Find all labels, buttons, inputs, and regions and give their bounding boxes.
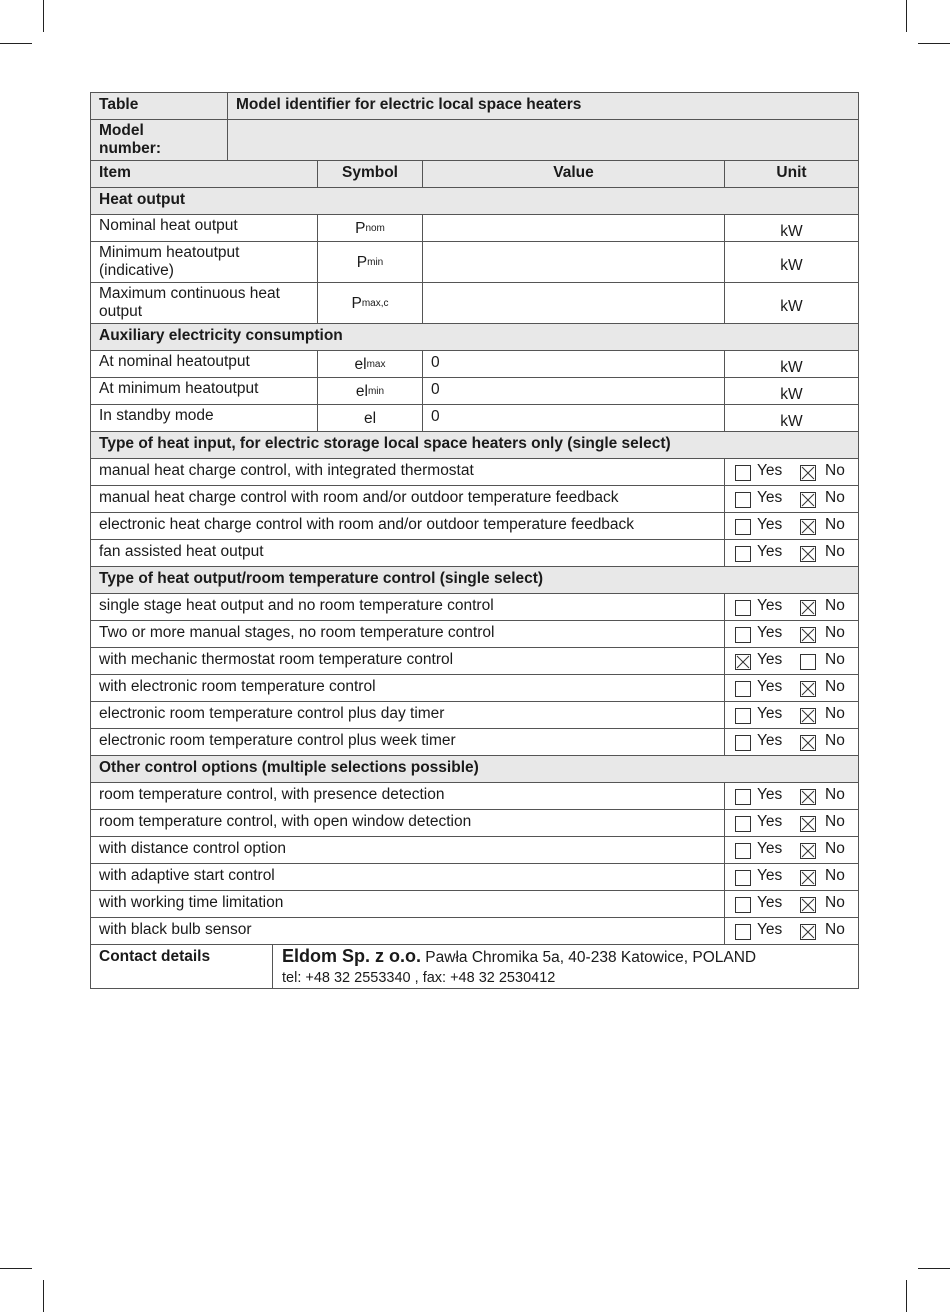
row-unit: kW (724, 378, 858, 404)
yes-no-cell (724, 837, 858, 863)
yes-label: Yes (757, 678, 783, 695)
row-unit: kW (724, 283, 858, 323)
row-value (422, 283, 724, 323)
yes-label: Yes (757, 489, 783, 506)
no-checkbox[interactable] (800, 627, 816, 643)
row-item-label: manual heat charge control with room and/or outdoor temperature feedback (99, 489, 619, 506)
yes-no-cell (724, 918, 858, 944)
no-checkbox[interactable] (800, 681, 816, 697)
symbol-main: el (354, 355, 367, 373)
yes-checkbox[interactable] (735, 627, 751, 643)
row-item-label: fan assisted heat output (99, 543, 264, 560)
contact-details-value (272, 945, 858, 988)
row-unit: kW (724, 215, 858, 241)
crop-mark-top-right-h (918, 43, 950, 44)
table-row (90, 917, 859, 944)
yes-no-cell (724, 486, 858, 512)
table-row (90, 701, 859, 728)
contact-details-row (90, 944, 859, 989)
row-unit: kW (724, 242, 858, 282)
table-row (90, 593, 859, 620)
no-label: No (825, 732, 845, 749)
no-label: No (825, 489, 845, 506)
row-item-label: electronic room temperature control plus week timer (99, 732, 456, 749)
no-label: No (825, 813, 845, 830)
column-item: Item (99, 164, 131, 181)
symbol-subscript: min (367, 385, 385, 397)
crop-mark-top-left-h (0, 43, 32, 44)
yes-no-cell (724, 702, 858, 728)
no-label: No (825, 516, 845, 533)
row-item-label: electronic room temperature control plus day timer (99, 705, 445, 722)
no-label: No (825, 543, 845, 560)
row-item-label: Maximum continuous heat output (99, 285, 280, 320)
other-control-options-section-header (90, 755, 859, 782)
company-name: Eldom Sp. z o.o. (282, 946, 421, 966)
contact-phone-fax: tel: +48 32 2553340 , fax: +48 32 2530412 (282, 970, 556, 986)
yes-label: Yes (757, 624, 783, 641)
row-item-label: room temperature control, with open window detection (99, 813, 472, 830)
yes-checkbox[interactable] (735, 546, 751, 562)
symbol-subscript: max (366, 358, 386, 370)
yes-checkbox[interactable] (735, 492, 751, 508)
table-row (90, 350, 859, 377)
crop-mark-top-right-v (906, 0, 907, 32)
section-title: Auxiliary electricity consumption (99, 327, 343, 344)
row-item-label: with mechanic thermostat room temperature control (99, 651, 454, 668)
row-value (422, 215, 724, 241)
yes-checkbox[interactable] (735, 708, 751, 724)
symbol-main: el (355, 382, 368, 400)
table-row (90, 674, 859, 701)
no-checkbox[interactable] (800, 735, 816, 751)
yes-no-cell (724, 783, 858, 809)
yes-label: Yes (757, 543, 783, 560)
table-title-row (90, 92, 859, 119)
row-item-label: In standby mode (99, 407, 214, 424)
row-item-label: At minimum heatoutput (99, 380, 259, 397)
symbol-main: el (363, 409, 377, 427)
row-value (422, 242, 724, 282)
company-address: Pawła Chromika 5a, 40-238 Katowice, POLAND (421, 949, 757, 966)
crop-mark-bottom-left-h (0, 1268, 32, 1269)
row-symbol (317, 242, 422, 282)
heat-output-section-header (90, 187, 859, 214)
section-title: Other control options (multiple selections possible) (99, 759, 479, 776)
yes-checkbox[interactable] (735, 924, 751, 940)
table-row (90, 485, 859, 512)
yes-checkbox[interactable] (735, 600, 751, 616)
row-value: 0 (422, 378, 724, 404)
section-title: Heat output (99, 191, 186, 208)
table-row (90, 809, 859, 836)
yes-checkbox[interactable] (735, 843, 751, 859)
yes-no-cell (724, 864, 858, 890)
yes-no-cell (724, 540, 858, 566)
yes-label: Yes (757, 705, 783, 722)
row-item-label: with electronic room temperature control (99, 678, 376, 695)
table-row (90, 377, 859, 404)
yes-label: Yes (757, 921, 783, 938)
crop-mark-top-left-v (43, 0, 44, 32)
row-item-label: with distance control option (99, 840, 286, 857)
table-row (90, 458, 859, 485)
no-checkbox[interactable] (800, 546, 816, 562)
yes-label: Yes (757, 867, 783, 884)
symbol-subscript: min (367, 256, 384, 268)
symbol-main: P (356, 253, 368, 271)
row-item-label: single stage heat output and no room temperature control (99, 597, 494, 614)
no-label: No (825, 894, 845, 911)
no-label: No (825, 867, 845, 884)
table-row (90, 539, 859, 566)
section-title: Type of heat output/room temperature control (single select) (99, 570, 544, 587)
row-symbol (317, 405, 422, 431)
row-symbol (317, 283, 422, 323)
row-value: 0 (422, 351, 724, 377)
yes-no-cell (724, 648, 858, 674)
symbol-subscript: max,c (361, 297, 389, 309)
no-label: No (825, 462, 845, 479)
yes-checkbox[interactable] (735, 465, 751, 481)
table-label: Table (99, 96, 139, 113)
crop-mark-bottom-right-v (906, 1280, 907, 1312)
model-number-value (227, 120, 858, 160)
yes-checkbox[interactable] (735, 654, 751, 670)
no-checkbox[interactable] (800, 816, 816, 832)
row-item-label: room temperature control, with presence detection (99, 786, 445, 803)
yes-label: Yes (757, 732, 783, 749)
no-label: No (825, 651, 845, 668)
table-row (90, 782, 859, 809)
table-row (90, 890, 859, 917)
symbol-subscript: nom (365, 222, 385, 234)
contact-line-1 (282, 946, 849, 968)
yes-no-cell (724, 675, 858, 701)
row-item-label: with black bulb sensor (99, 921, 252, 938)
row-unit: kW (724, 405, 858, 431)
row-symbol (317, 378, 422, 404)
room-temperature-control-section-header (90, 566, 859, 593)
row-item-label: At nominal heatoutput (99, 353, 250, 370)
yes-checkbox[interactable] (735, 816, 751, 832)
yes-label: Yes (757, 651, 783, 668)
crop-mark-bottom-right-h (918, 1268, 950, 1269)
row-item-label: with working time limitation (99, 894, 284, 911)
auxiliary-electricity-section-header (90, 323, 859, 350)
column-header-row (90, 160, 859, 187)
no-label: No (825, 921, 845, 938)
no-label: No (825, 840, 845, 857)
table-row (90, 620, 859, 647)
table-row (90, 863, 859, 890)
yes-checkbox[interactable] (735, 735, 751, 751)
row-item-label: with adaptive start control (99, 867, 275, 884)
row-item-label: Nominal heat output (99, 217, 238, 234)
symbol-main: P (351, 294, 362, 312)
row-unit: kW (724, 351, 858, 377)
no-checkbox[interactable] (800, 465, 816, 481)
table-row (90, 647, 859, 674)
yes-label: Yes (757, 597, 783, 614)
table-row (90, 282, 859, 323)
yes-checkbox[interactable] (735, 897, 751, 913)
yes-checkbox[interactable] (735, 789, 751, 805)
row-item-label: electronic heat charge control with room and/or outdoor temperature feedback (99, 516, 635, 533)
yes-label: Yes (757, 462, 783, 479)
yes-checkbox[interactable] (735, 519, 751, 535)
model-number-row (90, 119, 859, 160)
section-title: Type of heat input, for electric storage local space heaters only (single select) (99, 435, 671, 452)
yes-label: Yes (757, 894, 783, 911)
no-checkbox[interactable] (800, 708, 816, 724)
column-value: Value (422, 161, 724, 187)
yes-label: Yes (757, 813, 783, 830)
no-checkbox[interactable] (800, 789, 816, 805)
yes-no-cell (724, 459, 858, 485)
no-checkbox[interactable] (800, 870, 816, 886)
no-checkbox[interactable] (800, 897, 816, 913)
no-checkbox[interactable] (800, 492, 816, 508)
row-value: 0 (422, 405, 724, 431)
no-label: No (825, 597, 845, 614)
yes-no-cell (724, 891, 858, 917)
table-row (90, 728, 859, 755)
yes-no-cell (724, 729, 858, 755)
no-checkbox[interactable] (800, 843, 816, 859)
yes-no-cell (724, 594, 858, 620)
table-row (90, 404, 859, 431)
model-number-label: Model number: (99, 122, 161, 157)
row-item-label: manual heat charge control, with integrated thermostat (99, 462, 474, 479)
yes-checkbox[interactable] (735, 870, 751, 886)
row-item-label: Minimum heatoutput (indicative) (99, 244, 240, 279)
yes-no-cell (724, 621, 858, 647)
no-label: No (825, 624, 845, 641)
no-label: No (825, 705, 845, 722)
no-label: No (825, 678, 845, 695)
table-row (90, 214, 859, 241)
yes-no-cell (724, 810, 858, 836)
table-title: Model identifier for electric local space heaters (227, 93, 858, 119)
no-checkbox[interactable] (800, 600, 816, 616)
table-row (90, 241, 859, 282)
no-checkbox[interactable] (800, 519, 816, 535)
yes-no-cell (724, 513, 858, 539)
row-symbol (317, 351, 422, 377)
yes-checkbox[interactable] (735, 681, 751, 697)
yes-label: Yes (757, 786, 783, 803)
heat-input-type-section-header (90, 431, 859, 458)
no-checkbox[interactable] (800, 924, 816, 940)
table-row (90, 512, 859, 539)
yes-label: Yes (757, 840, 783, 857)
no-checkbox[interactable] (800, 654, 816, 670)
row-symbol (317, 215, 422, 241)
symbol-main: P (355, 219, 366, 237)
no-label: No (825, 786, 845, 803)
column-unit: Unit (724, 161, 858, 187)
yes-label: Yes (757, 516, 783, 533)
crop-mark-bottom-left-v (43, 1280, 44, 1312)
column-symbol: Symbol (317, 161, 422, 187)
table-row (90, 836, 859, 863)
row-item-label: Two or more manual stages, no room temperature control (99, 624, 495, 641)
contact-details-label: Contact details (99, 948, 211, 965)
